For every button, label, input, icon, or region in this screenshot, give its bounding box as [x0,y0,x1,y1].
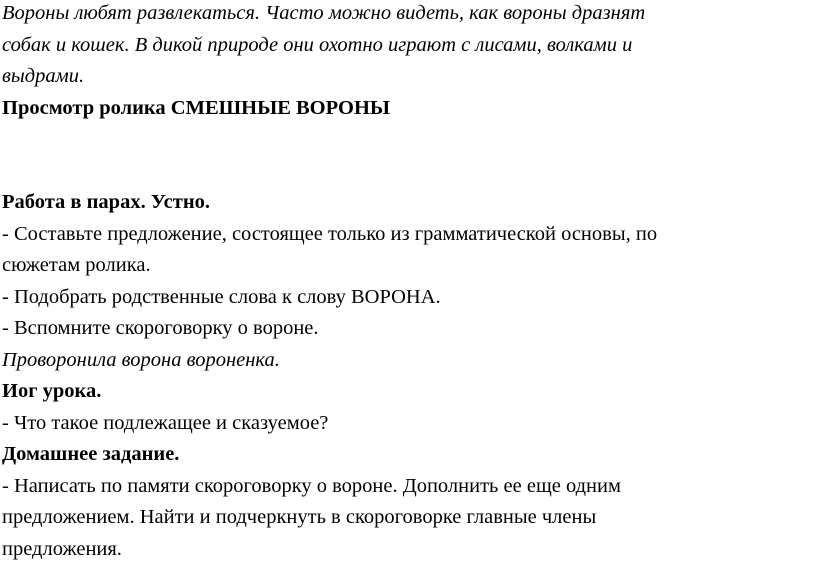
summary-question: - Что такое подлежащее и сказуемое? [2,411,329,434]
summary-heading: Иог урока. [2,380,102,402]
task-2: - Подобрать родственные слова к слову ВОРОНА. [2,285,441,308]
task-1-line-2: сюжетам ролика. [2,254,151,276]
task-3: - Вспомните скороговорку о вороне. [2,317,319,339]
homework-line-1: - Написать по памяти скороговорку о вороне. Дополнить ее еще одним [2,474,621,497]
summary-section [2,376,808,439]
spacer [2,156,808,188]
task-1-line-1: - Составьте предложение, состоящее только из грамматической основы, по [2,222,658,245]
homework-line-2: предложением. Найти и подчеркнуть в скороговорке главные члены [2,506,597,528]
homework-heading: Домашнее задание. [2,443,180,465]
spacer [2,124,808,156]
video-heading: Просмотр ролика СМЕШНЫЕ ВОРОНЫ [2,96,391,119]
intro-line-2: собак и кошек. В дикой природе они охотно играют с лисами, волками и [2,33,633,56]
homework-section [2,439,808,565]
pair-work-section [2,187,808,376]
tongue-twister: Проворонила ворона вороненка. [2,348,280,371]
pair-work-heading: Работа в парах. Устно. [2,191,211,213]
intro-line-1: Вороны любят развлекаться. Часто можно видеть, как вороны дразнят [2,2,646,24]
intro-line-3: выдрами. [2,65,85,87]
homework-line-3: предложения. [2,537,122,560]
intro-paragraph [2,0,808,93]
